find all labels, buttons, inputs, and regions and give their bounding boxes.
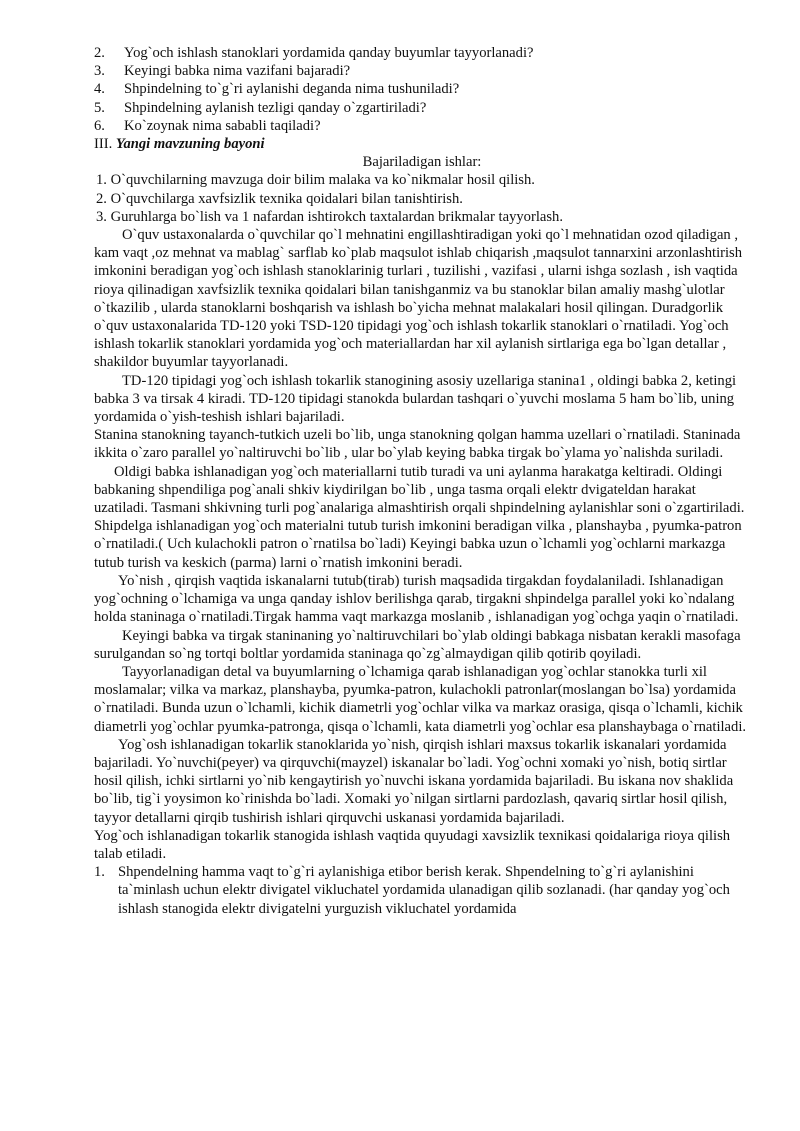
body-paragraph: Keyingi babka va tirgak staninaning yo`naltiruvchilari bo`ylab oldingi babkaga nisbatan kerakli masofaga surulgandan so`ng tortqi boltlar yordamida staninaga qo`zg`almaydigan qilib qotirib qoyiladi. (94, 627, 741, 662)
task-item: 3. Guruhlarga bo`lish va 1 nafardan ishtirokch taxtalardan brikmalar tayyorlash. (96, 208, 563, 225)
body-paragraph: Stanina stanokning tayanch-tutkich uzeli bo`lib, unga stanokning qolgan hamma uzellari o`rnatiladi. Staninada ikkita o`zaro parallel yo`naltiruvchi bo`lib , ular bo`ylab keying babka tirgak bo`ylama yo`nalishda suriladi. (94, 427, 741, 462)
question-text: Keyingi babka nima vazifani bajaradi? (124, 63, 351, 80)
section-title: Yangi mavzuning bayoni (115, 136, 265, 153)
body-paragraph: Oldigi babka ishlanadigan yog`och materiallarni tutib turadi va uni aylanma harakatga keltiradi. Oldingi babkaning shpendiliga pog`anali shkiv kiydirilgan bo`lib , unga tasma orqali elektr dvigateldan harakat uzatiladi. Tasmani shkivning turli pog`analariga almashtirish orqali shpindelning aylanishlar soni o`zgartiriladi. Shipdelga ishlanadigan yog`och materialni tutub turish imkonini beradigan vilka , planshayba , pyumka-patron o`rnatiladi.( Uch kulachokli patron o`rnatilsa bo`ladi) Keyingi babka uzun o`lchamli yog`ochlarni markazga tutub turish va keskich (parma) larni o`rnatish imkonini beradi. (94, 463, 745, 571)
question-number: 6. (94, 117, 105, 134)
question-number: 3. (94, 63, 105, 80)
body-paragraph: Yo`nish , qirqish vaqtida iskanalarni tutub(tirab) turish maqsadida tirgakdan foydalaniladi. Ishlanadigan yog`ochning o`lchamiga va unga qanday ishlov berilishga qarab, tirgakni shpindelga parallel yoki ko`ndalang holda staninaga o`rnatiladi.Tirgak hamma vaqt markazga moslanib , ishlanadigan yog`ochga yaqin o`rnatiladi. (94, 572, 739, 626)
question-number: 5. (94, 99, 105, 116)
question-text: Shpindelning aylanish tezligi qanday o`zgartiriladi? (124, 99, 427, 116)
question-item (94, 44, 750, 62)
question-item (94, 80, 750, 98)
question-number: 2. (94, 45, 105, 61)
section-number: III. (94, 136, 113, 153)
task-item: 2. O`quvchilarga xavfsizlik texnika qoidalari bilan tanishtirish. (96, 190, 463, 207)
question-item (94, 62, 750, 80)
body-paragraph: TD-120 tipidagi yog`och ishlash tokarlik stanogining asosiy uzellariga stanina1 , oldingi babka 2, ketingi babka 3 va tirsak 4 kiradi. TD-120 tipidagi stanokda bulardan tashqari o`yuvchi moslama 5 ham bo`lib, uning yordamida o`yish-teshish ishlari bajariladi. (94, 372, 737, 426)
section-heading (94, 135, 750, 153)
body-paragraph: Yog`osh ishlanadigan tokarlik stanoklarida yo`nish, qirqish ishlari maxsus tokarlik iskanalari yordamida bajariladi. Yo`nuvchi(peyer) va qirquvchi(mayzel) iskanalar bo`ladi. Yog`ochni xomaki yo`nish, botiq sirtlar hosil qilish, ichki sirtlarni yo`nib kengaytirish yo`nuvchi iskana yordamida bajariladi. Bu iskana nov shaklida bo`lib, tig`i yoysimon ko`rinishda bo`ladi. Xomaki yo`nilgan sirtlarni pardozlash, qavariq sirtlar hosil qilish, tayyor detallarni qirqib tushirish ishlari qirquvchi uskanasi yordamida bajariladi. (94, 736, 734, 826)
body-paragraph: O`quv ustaxonalarda o`quvchilar qo`l mehnatini engillashtiradigan yoki qo`l mehnatidan ozod qiladigan , kam vaqt ,oz mehnat va mablag` sarflab ko`plab maqsulot ishlab chiqarish ,maqsulot tannarxini arzonlashtirish imkonini beradigan yog`och ishlash stanoklarinig turlari , tuzilishi , vazifasi , ularni ishga sozlash , ish vaqtida rioya qilinadigan xavfsizlik texnika qoidalari bilan tanishganmiz va bu stanoklar bilan amaliy mashg`ulotlar o`tkazilib , ularda stanoklarni boshqarish va ishlash bo`yicha mehnat malakalari hosil qilingan. Duradgorlik o`quv ustaxonalarida TD-120 yoki TSD-120 tipidagi yog`och ishlash tokarlik stanoklari o`rnatiladi. Yog`och ishlash tokarlik stanoklari yordamida yog`och materiallardan har xil aylanish sirtlariga ega bo`lgan detallar , shakildor buyumlar tayyorlanadi. (94, 227, 743, 371)
tasks-heading: Bajariladigan ishlar: (362, 154, 482, 171)
question-item (94, 117, 750, 135)
rule-item (94, 863, 750, 918)
question-item (94, 99, 750, 117)
question-text: Ko`zoynak nima sababli taqiladi? (124, 117, 321, 134)
rule-text: Shpendelning hamma vaqt to`g`ri aylanishiga etibor berish kerak. Shpendelning to`g`ri aylanishini ta`minlash uchun elektr divigatel vikluchatel yordamida ulanadigan qilib sozlanadi. (har qanday yog`och ishlash stanogida elektr divigatelni yurguzish vikluchatel yordamida (118, 864, 730, 917)
body-paragraph: Tayyorlanadigan detal va buyumlarning o`lchamiga qarab ishlanadigan yog`ochlar stanokka turli xil moslamalar; vilka va markaz, planshayba, pyumka-patron, kulachokli patronlar(moslangan bo`lsa) yordamida o`rnatiladi. Bunda uzun o`lchamli, kichik diametrli yog`ochlar vilka va markaz orasiga, qisqa o`lchamli, kichik diametrli yog`ochlar pyumka-patronga, qisqa o`lchamli, kata diametrli yog`ochlar esa planshaybaga o`rnatiladi. (94, 663, 747, 735)
question-text: Yog`och ishlash stanoklari yordamida qanday buyumlar tayyorlanadi? (124, 45, 534, 61)
task-item: 1. O`quvchilarning mavzuga doir bilim malaka va ko`nikmalar hosil qilish. (96, 172, 535, 189)
question-number: 4. (94, 81, 105, 98)
body-paragraph: Yog`och ishlanadigan tokarlik stanogida ishlash vaqtida quyudagi xavsizlik texnikasi qoidalariga rioya qilish talab etiladi. (94, 827, 731, 862)
document-page (94, 44, 750, 918)
rule-number: 1. (94, 864, 105, 881)
question-text: Shpindelning to`g`ri aylanishi deganda nima tushuniladi? (124, 81, 460, 98)
